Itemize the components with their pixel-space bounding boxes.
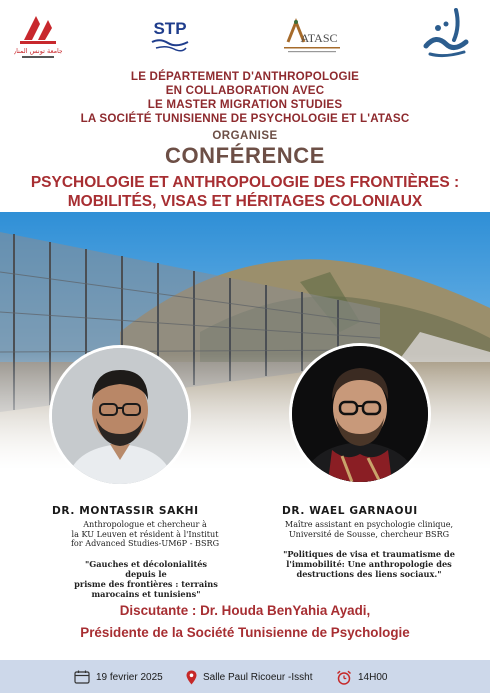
organizers-block <box>0 70 490 126</box>
conference-title-line: MOBILITÉS, VISAS ET HÉRITAGES COLONIAUX <box>67 193 423 210</box>
speaker-name-garnaoui: DR. WAEL GARNAOUI <box>282 505 418 517</box>
atasc-logo-letters: ATASC <box>300 31 338 45</box>
logo-bar <box>0 0 490 68</box>
conference-title <box>0 173 490 211</box>
speaker-affiliation-garnaoui <box>262 520 476 539</box>
talk-title-line: "Gauches et décolonialités depuis le <box>84 559 208 579</box>
organizer-line: EN COLLABORATION AVEC <box>165 84 325 97</box>
talk-title-line: l'immobilité: Une anthropologie des <box>286 559 452 569</box>
atasc-logo <box>276 16 346 56</box>
conference-title-line: PSYCHOLOGIE ET ANTHROPOLOGIE DES FRONTIÈRES : <box>30 174 460 191</box>
stp-logo-letters: STP <box>153 19 187 38</box>
affiliation-line: Université de Sousse, chercheur BSRG <box>288 528 450 539</box>
affiliation-line: Maître assistant en psychologie clinique, <box>284 519 454 529</box>
event-time-text: 14H00 <box>358 672 388 683</box>
event-date <box>74 670 163 684</box>
calligraphy-logo <box>420 6 474 62</box>
speaker-photo-sakhi <box>49 345 191 487</box>
speaker-name-sakhi: DR. MONTASSIR SAKHI <box>52 505 199 517</box>
event-place <box>186 670 313 685</box>
affiliation-line: Anthropologue et chercheur à <box>83 519 207 529</box>
event-place-text: Salle Paul Ricoeur -Issht <box>203 672 313 683</box>
location-pin-icon <box>186 670 197 685</box>
alarm-clock-icon <box>336 670 352 685</box>
discussant-line: Présidente de la Société Tunisienne de Psychologie <box>80 625 410 640</box>
affiliation-line: for Advanced Studies-UM6P - BSRG <box>70 538 220 549</box>
discussant-block <box>0 600 490 644</box>
event-time <box>336 670 387 685</box>
university-logo <box>14 10 62 62</box>
talk-title-line: prisme des frontières : terrains <box>74 579 218 589</box>
talk-title-line: marocains et tunisiens" <box>91 589 201 599</box>
affiliation-line: la KU Leuven et résident à l'Institut <box>71 528 219 539</box>
stp-logo <box>140 16 200 56</box>
event-info-footer <box>0 660 490 693</box>
organise-label: ORGANISE <box>212 130 278 142</box>
speaker-affiliation-sakhi <box>60 520 230 549</box>
university-logo-caption: جامعة تونس المنار <box>14 47 62 55</box>
talk-title-garnaoui <box>262 549 476 579</box>
discussant-line: Discutante : Dr. Houda BenYahia Ayadi, <box>119 603 371 618</box>
event-type-title: CONFÉRENCE <box>164 143 325 168</box>
calendar-icon <box>74 670 90 684</box>
talk-title-line: destructions des liens sociaux." <box>296 569 442 579</box>
organizer-line: LA SOCIÉTÉ TUNISIENNE DE PSYCHOLOGIE ET L'ATASC <box>80 112 410 125</box>
organizer-line: LE MASTER MIGRATION STUDIES <box>147 98 343 111</box>
organizer-line: LE DÉPARTEMENT D'ANTHROPOLOGIE <box>130 70 360 83</box>
talk-title-sakhi <box>70 559 222 599</box>
speaker-photo-garnaoui <box>289 343 431 485</box>
talk-title-line: "Politiques de visa et traumatisme de <box>283 549 455 559</box>
event-date-text: 19 fevrier 2025 <box>96 671 163 683</box>
